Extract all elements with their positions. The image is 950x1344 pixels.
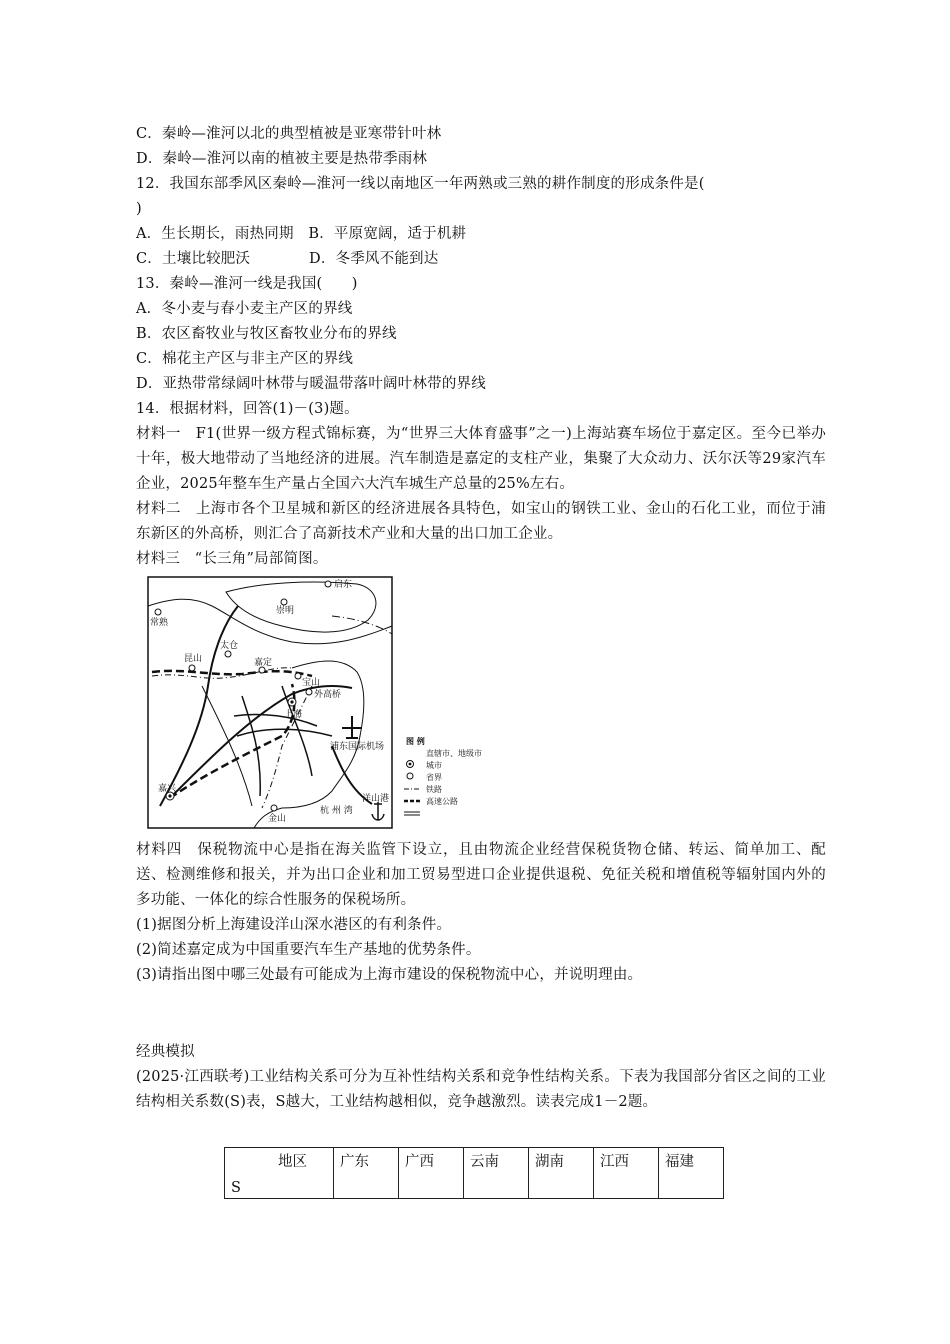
document-body: [136, 122, 826, 1115]
option-d-11: D．秦岭—淮河以南的植被主要是热带季雨林: [136, 151, 428, 167]
legend-title: 图 例: [406, 737, 425, 746]
map-label-pudong-airport: 浦东国际机场: [330, 742, 385, 752]
question-14-2: (2)简述嘉定成为中国重要汽车生产基地的优势条件。: [136, 942, 481, 958]
column-header: 广西: [399, 1148, 464, 1199]
column-header: 湖南: [529, 1148, 594, 1199]
material-3: 材料三 “长三角”局部简图。: [136, 551, 328, 567]
question-12-cont: ): [136, 201, 142, 217]
section-title: 经典模拟: [136, 1044, 195, 1060]
map-label-qidong: 启东: [334, 580, 353, 590]
map-label-jiading: 嘉定: [254, 658, 273, 668]
map-label-shanghai: 上海: [284, 710, 303, 720]
question-12: 12．我国东部季风区秦岭—淮河一线以南地区一年两熟或三熟的耕作制度的形成条件是(: [136, 176, 705, 192]
legend-item: 城市: [426, 761, 442, 770]
material-2: 材料二 上海市各个卫星城和新区的经济进展各具特色，如宝山的钢铁工业、金山的石化工业，而位于浦东新区的外高桥，则汇合了高新技术产业和大量的出口加工企业。: [136, 501, 826, 542]
material-4: 材料四 保税物流中心是指在海关监管下设立，且由物流企业经营保税货物仓储、转运、简单加工、配送、检测维修和报关，并为出口企业和加工贸易型进口企业提供退税、免征关税和增值税等辐射国内外的多功能、一体化的综合性服务的保税场所。: [136, 842, 826, 908]
option-c-13: C．棉花主产区与非主产区的界线: [136, 351, 354, 367]
map-label-kunshan: 昆山: [184, 654, 203, 664]
legend-item: 省界: [426, 773, 442, 782]
map-label-jinshan: 金山: [268, 814, 287, 824]
map-label-waigaoqiao: 外高桥: [314, 690, 342, 700]
table-row: [225, 1148, 724, 1199]
intro-paragraph: (2025·江西联考)工业结构关系可分为互补性结构关系和竞争性结构关系。下表为我国部分省区之间的工业结构相关系数(S)表，S越大，工业结构越相似，竞争越激烈。读表完成1－2题。: [136, 1069, 826, 1110]
options-12-ab: A．生长期长，雨热同期 B．平原宽阔，适于机耕: [136, 226, 467, 242]
map-label-yangshan: 洋山港: [362, 794, 390, 804]
option-a-13: A．冬小麦与春小麦主产区的界线: [136, 301, 353, 317]
corner-label-s: S: [231, 1180, 241, 1196]
material-1: 材料一 F1(世界一级方程式锦标赛，为“世界三大体育盛事”之一)上海站赛车场位于嘉定区。至今已举办十年，极大地带动了当地经济的进展。汽车制造是嘉定的支柱产业，集聚了大众动力、沃尔沃等29家汽车企业，2025年整车生产量占全国六大汽车城生产总量的25%左右。: [136, 426, 826, 492]
column-header: 广东: [334, 1148, 399, 1199]
legend-item: 高速公路: [426, 797, 458, 806]
map-label-taicang: 太仓: [220, 641, 239, 651]
map-label-jiaxing: 嘉兴: [158, 784, 177, 794]
yangtze-delta-map: [142, 576, 494, 832]
option-c-11: C．秦岭—淮河以北的典型植被是亚寒带针叶林: [136, 126, 442, 142]
column-header: 福建: [659, 1148, 724, 1199]
map-label-chongming: 崇明: [276, 606, 295, 616]
map-label-changshu: 常熟: [150, 618, 169, 628]
option-d-13: D．亚热带常绿阔叶林带与暖温带落叶阔叶林带的界线: [136, 376, 486, 392]
table-corner-cell: [225, 1148, 334, 1199]
question-14-1: (1)据图分析上海建设洋山深水港区的有利条件。: [136, 917, 452, 933]
question-13: 13．秦岭—淮河一线是我国( ): [136, 276, 358, 292]
legend-item: 直辖市、地级市: [426, 749, 482, 758]
question-14-3: (3)请指出图中哪三处最有可能成为上海市建设的保税物流中心，并说明理由。: [136, 967, 643, 983]
correlation-table: [224, 1147, 724, 1199]
corner-label-region: 地区: [278, 1154, 307, 1170]
column-header: 江西: [594, 1148, 659, 1199]
map-label-baoshan: 宝山: [302, 678, 321, 688]
option-b-13: B．农区畜牧业与牧区畜牧业分布的界线: [136, 326, 397, 342]
question-14: 14．根据材料，回答(1)－(3)题。: [136, 401, 359, 417]
column-header: 云南: [464, 1148, 529, 1199]
options-12-cd: C．土壤比较肥沃 D．冬季风不能到达: [136, 251, 439, 267]
map-label-hangzhou-bay: 杭 州 湾: [320, 806, 353, 816]
map-legend: [404, 736, 482, 808]
legend-item: 铁路: [426, 785, 442, 794]
